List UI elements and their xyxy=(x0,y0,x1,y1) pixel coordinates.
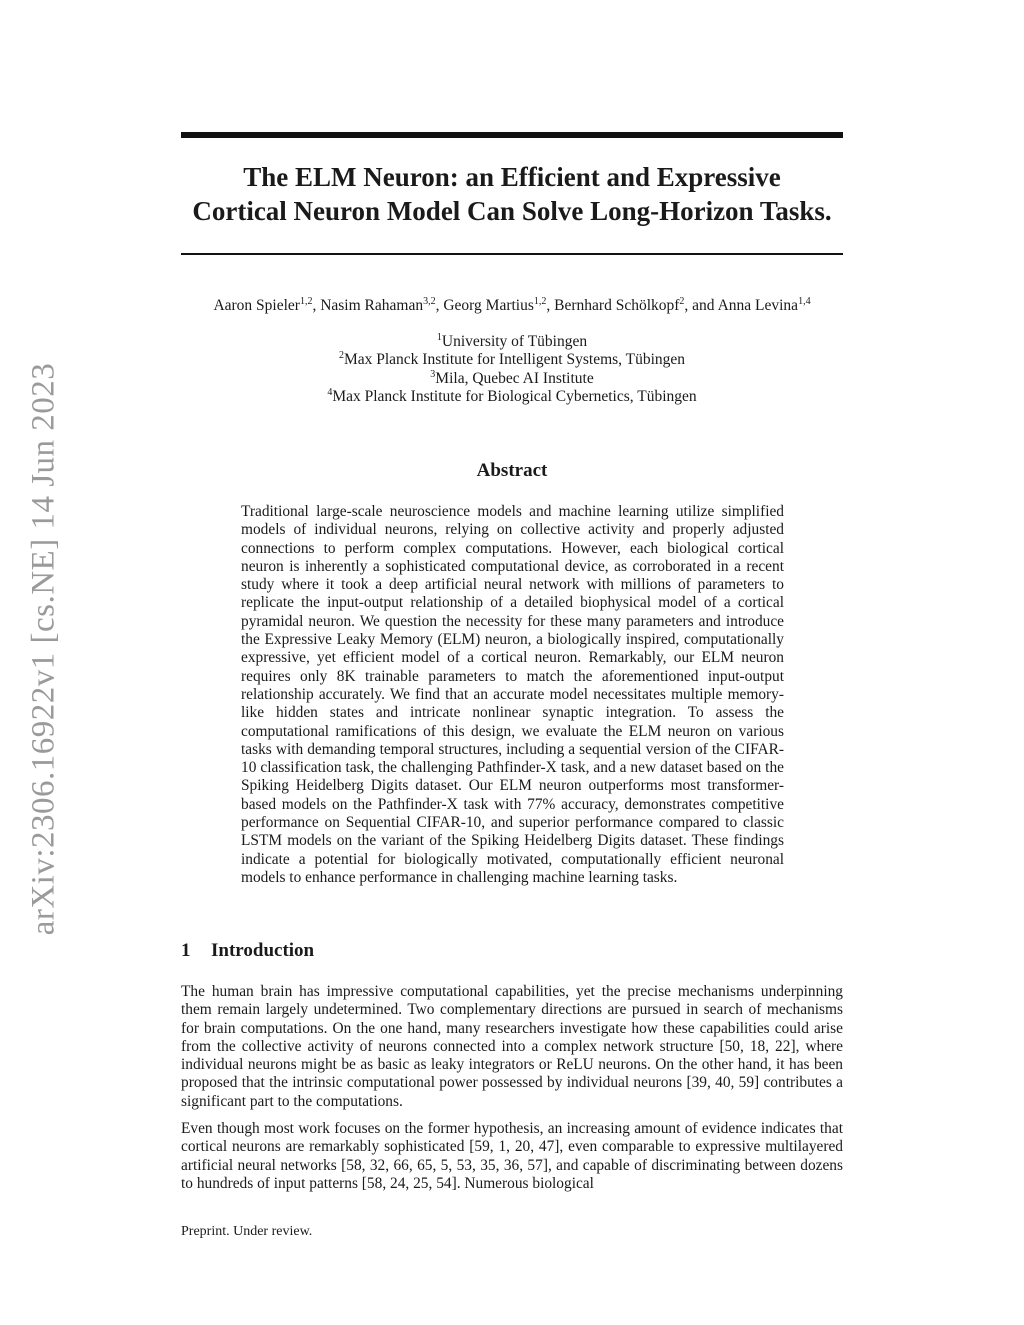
arxiv-identifier-stamp: arXiv:2306.16922v1 [cs.NE] 14 Jun 2023 xyxy=(25,362,62,936)
title-rule-bottom xyxy=(181,253,843,255)
affiliation: $^2$Max Planck Institute for Intelligent Systems, Tübingen xyxy=(338,350,686,369)
paper-title xyxy=(150,160,874,228)
affiliation: $^3$Mila, Quebec AI Institute xyxy=(430,368,594,387)
affiliation: $^4$Max Planck Institute for Biological Cybernetics, Tübingen xyxy=(327,387,697,406)
intro-paragraph-1: The human brain has impressive computational capabilities, yet the precise mechanisms underpinning them remain largely undetermined. Two complementary directions are pursued in search of mechanisms for brain computations. On the one hand, many researchers investigate how these capabilities could arise from the collective activity of neurons connected into a complex network structure [50, 18, 22], where individual neurons might be as basic as leaky integrators or ReLU neurons. On the other hand, it has been proposed that the intrinsic computational power possessed by individual neurons [39, 40, 59] contributes a significant part to the computations. xyxy=(181,983,843,1110)
affiliation: $^1$University of Tübingen xyxy=(436,331,588,350)
author: Bernhard Schölkopf$^2$, and xyxy=(554,295,718,314)
abstract-text: Traditional large-scale neuroscience models and machine learning utilize simplified models of individual neurons, relying on collective activity and properly adjusted connections to perform complex computations. However, each biological cortical neuron is inherently a sophisticated computational device, as corroborated in a recent study where it took a deep artificial neural network with millions of parameters to replicate the input-output relationship of a detailed biophysical model of a cortical pyramidal neuron. We question the necessity for these many parameters and introduce the Expressive Leaky Memory (ELM) neuron, a biologically inspired, computationally expressive, yet efficient model of a cortical neuron. Remarkably, our ELM neuron requires only 8K trainable parameters to match the aforementioned input-output relationship accurately. We find that an accurate model necessitates multiple memory-like hidden states and intricate nonlinear synaptic integration. To assess the computational ramifications of this design, we evaluate the ELM neuron on various tasks with demanding temporal structures, including a sequential version of the CIFAR-10 classification task, the challenging Pathfinder-X task, and a new dataset based on the Spiking Heidelberg Digits dataset. Our ELM neuron outperforms most transformer-based models on the Pathfinder-X task with 77% accuracy, demonstrates competitive performance on Sequential CIFAR-10, and superior performance compared to classic LSTM models on the variant of the Spiking Heidelberg Digits dataset. These findings indicate a potential for biologically motivated, computationally efficient neuronal models to enhance performance in challenging machine learning tasks. xyxy=(241,503,784,886)
author: Georg Martius$^{1,2}$, xyxy=(443,295,555,314)
title-line-1: The ELM Neuron: an Efficient and Expressive xyxy=(243,162,781,192)
section-title: Introduction xyxy=(211,940,315,961)
affiliation-list xyxy=(200,333,824,407)
author-list xyxy=(150,296,874,316)
section-heading-introduction xyxy=(181,940,314,962)
author: Nasim Rahaman$^{3,2}$, xyxy=(320,295,444,314)
section-number: 1 xyxy=(181,940,191,961)
preprint-footer: Preprint. Under review. xyxy=(181,1224,313,1239)
author: Anna Levina$^{1,4}$ xyxy=(717,295,811,314)
title-line-2: Cortical Neuron Model Can Solve Long-Horizon Tasks. xyxy=(192,196,832,226)
author: Aaron Spieler$^{1,2}$, xyxy=(213,295,321,314)
title-rule-top xyxy=(181,132,843,138)
intro-paragraph-2: Even though most work focuses on the former hypothesis, an increasing amount of evidence indicates that cortical neurons are remarkably sophisticated [59, 1, 20, 47], even comparable to expressive multilayered artificial neural networks [58, 32, 66, 65, 5, 53, 35, 36, 57], and capable of discriminating between dozens to hundreds of input patterns [58, 24, 25, 54]. Numerous biological xyxy=(181,1120,843,1192)
abstract-heading: Abstract xyxy=(476,460,548,481)
